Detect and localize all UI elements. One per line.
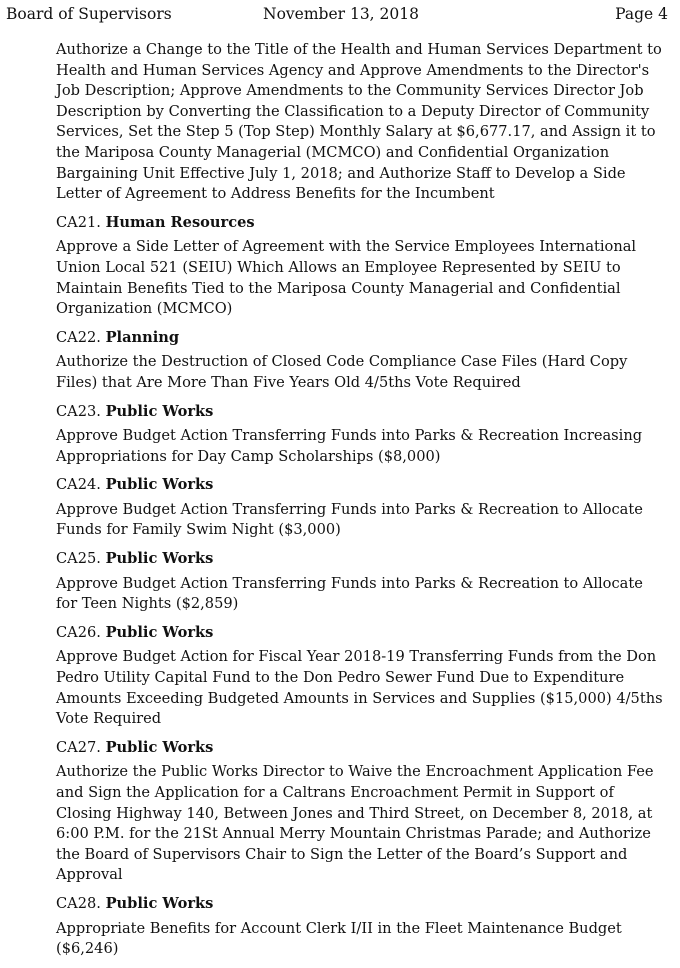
agenda-item-number: CA27. xyxy=(56,738,101,756)
agenda-item-description: Appropriate Benefits for Account Clerk I/II in the Fleet Maintenance Budget ($6,246) xyxy=(56,919,622,958)
header-page-number: Page 4 xyxy=(615,5,668,23)
agenda-item-number: CA28. xyxy=(56,894,101,912)
agenda-item-ca22 xyxy=(56,328,666,394)
agenda-item-ca21 xyxy=(56,213,666,320)
agenda-item-ca26 xyxy=(56,623,666,730)
agenda-item-heading xyxy=(56,894,666,915)
agenda-item-heading xyxy=(56,213,666,234)
agenda-item-heading xyxy=(56,402,666,423)
agenda-item-description: Approve Budget Action Transferring Funds into Parks & Recreation Increasing Appropriations for Day Camp Scholarships ($8,000) xyxy=(56,427,643,465)
agenda-item-department: Human Resources xyxy=(105,213,255,231)
agenda-item-number: CA21. xyxy=(56,213,101,231)
agenda-item-description: Approve Budget Action Transferring Funds into Parks & Recreation to Allocate Funds for Family Swim Night ($3,000) xyxy=(56,500,643,539)
agenda-item-number: CA23. xyxy=(56,402,101,420)
agenda-item-department: Planning xyxy=(105,328,180,346)
agenda-item-department: Public Works xyxy=(105,402,214,420)
agenda-item-ca28 xyxy=(56,894,666,960)
agenda-item-department: Public Works xyxy=(105,894,214,912)
agenda-item-heading xyxy=(56,328,666,349)
agenda-item-heading xyxy=(56,623,666,644)
agenda-item-number: CA24. xyxy=(56,476,101,494)
agenda-item-number: CA22. xyxy=(56,328,101,346)
agenda-item-description: Approve Budget Action Transferring Funds into Parks & Recreation to Allocate for Teen Nights ($2,859) xyxy=(56,574,643,613)
agenda-item-description: Approve Budget Action for Fiscal Year 2018-19 Transferring Funds from the Don Pedro Utility Capital Fund to the Don Pedro Sewer Fund Due to Expenditure Amounts Exceeding Budgeted Amounts in Services and Supplies ($15,000) 4/5ths Vote Required xyxy=(56,648,663,728)
agenda-item-description: Approve a Side Letter of Agreement with the Service Employees International Union Local 521 (SEIU) Which Allows an Employee Represented by SEIU to Maintain Benefits Tied to the Mariposa County Managerial and Confidential Organization (MCMCO) xyxy=(56,238,637,318)
agenda-item-department: Public Works xyxy=(105,623,214,641)
agenda-item-heading xyxy=(56,738,666,759)
agenda-item-ca24 xyxy=(56,475,666,541)
agenda-item-department: Public Works xyxy=(105,738,214,756)
agenda-item-number: CA25. xyxy=(56,550,101,568)
header-date: November 13, 2018 xyxy=(263,5,419,23)
agenda-item-department: Public Works xyxy=(105,476,214,494)
agenda-item-description: Authorize the Public Works Director to Waive the Encroachment Application Fee and Sign the Application for a Caltrans Encroachment Permit in Support of Closing Highway 140, Between Jones and Third Street, on December 8, 2018, at 6:00 P.M. for the 21St Annual Merry Mountain Christmas Parade; and Authorize the Board of Supervisors Chair to Sign the Letter of the Board’s Support and Approval xyxy=(56,763,654,884)
agenda-item-department: Public Works xyxy=(105,550,214,568)
agenda-content xyxy=(56,40,666,968)
agenda-item-heading xyxy=(56,475,666,496)
agenda-item-number: CA26. xyxy=(56,623,101,641)
agenda-item-heading xyxy=(56,549,666,570)
agenda-item-description: Authorize a Change to the Title of the Health and Human Services Department to Health and Human Services Agency and Approve Amendments to the Director's Job Description; Approve Amendments to the Community Services Director Job Description by Converting the Classification to a Deputy Director of Community Services, Set the Step 5 (Top Step) Monthly Salary at $6,677.17, and Assign it to the Mariposa County Managerial (MCMCO) and Confidential Organization Bargaining Unit Effective July 1, 2018; and Authorize Staff to Develop a Side Letter of Agreement to Address Benefits for the Incumbent xyxy=(56,41,662,203)
agenda-item-ca25 xyxy=(56,549,666,615)
agenda-item-ca23 xyxy=(56,402,666,468)
page-header xyxy=(6,4,668,24)
header-board-name: Board of Supervisors xyxy=(6,5,172,23)
agenda-item-description: Authorize the Destruction of Closed Code Compliance Case Files (Hard Copy Files) that Are More Than Five Years Old 4/5ths Vote Required xyxy=(56,353,628,391)
agenda-item-ca27 xyxy=(56,738,666,886)
